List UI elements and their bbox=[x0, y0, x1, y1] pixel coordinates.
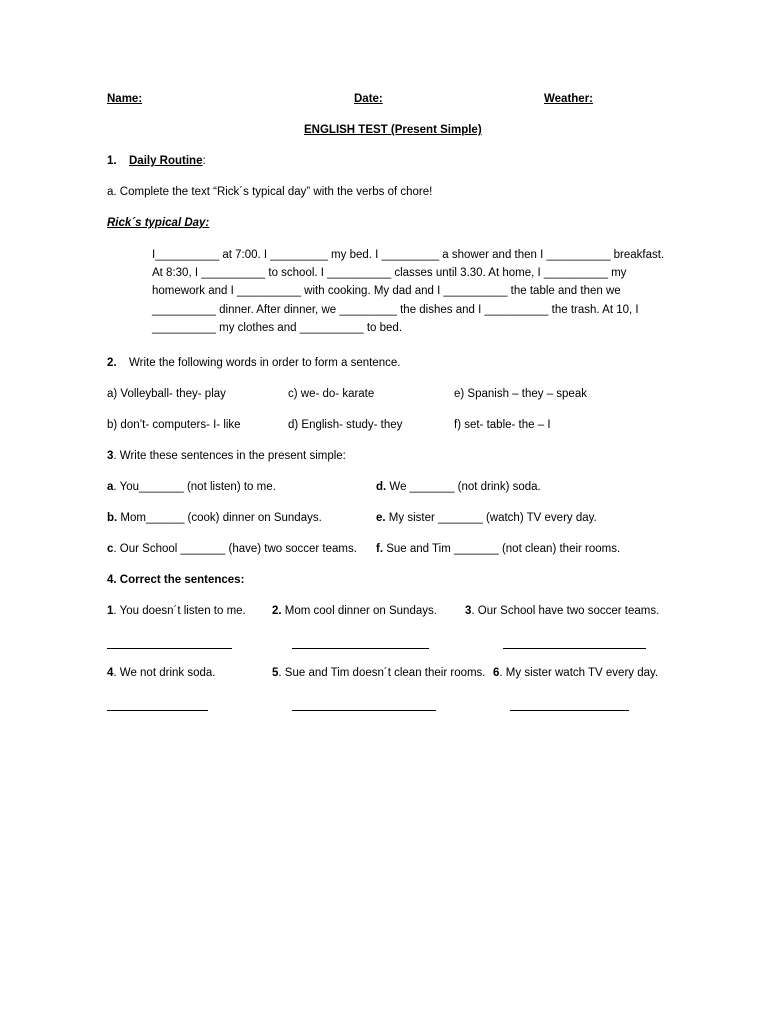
item-number: 6 bbox=[493, 667, 500, 679]
section4-item-1 bbox=[107, 605, 246, 617]
item-text: Sue and Tim _______ (not clean) their rooms. bbox=[383, 543, 621, 555]
section1-number: 1. bbox=[107, 155, 117, 167]
section4-item-6 bbox=[493, 667, 658, 679]
item-text: Mom cool dinner on Sundays. bbox=[281, 605, 437, 617]
section3-instruction-wrap bbox=[107, 450, 346, 462]
item-text: Mom______ (cook) dinner on Sundays. bbox=[117, 512, 322, 524]
rick-paragraph bbox=[152, 246, 672, 337]
section2-instruction: Write the following words in order to form a sentence. bbox=[129, 357, 401, 369]
section1-heading: Daily Routine bbox=[129, 155, 203, 167]
paragraph-line: I__________ at 7:00. I _________ my bed. I _________ a shower and then I __________ breakfast. bbox=[152, 249, 665, 261]
section4-item-4 bbox=[107, 667, 215, 679]
item-number: 1 bbox=[107, 605, 114, 617]
item-letter: b. bbox=[107, 512, 118, 524]
answer-line bbox=[292, 648, 429, 649]
paragraph-line: __________ my clothes and __________ to bed. bbox=[152, 321, 403, 334]
item-letter: a bbox=[107, 481, 114, 493]
item-number: 5 bbox=[272, 667, 279, 679]
section3-item-c bbox=[107, 543, 357, 555]
item-text: . We not drink soda. bbox=[113, 667, 216, 679]
item-letter: d. bbox=[376, 481, 387, 493]
section3-number: 3 bbox=[107, 450, 114, 462]
item-text: My sister _______ (watch) TV every day. bbox=[385, 512, 597, 524]
section3-item-a bbox=[107, 481, 276, 493]
section2-item-c: c) we- do- karate bbox=[288, 388, 375, 400]
answer-line bbox=[503, 648, 646, 649]
section1-subheading: Rick´s typical Day: bbox=[107, 217, 210, 229]
section2-item-b: b) don’t- computers- I- like bbox=[107, 419, 241, 431]
answer-line bbox=[107, 710, 208, 711]
section1-instruction: a. Complete the text “Rick´s typical day” with the verbs of chore! bbox=[107, 186, 433, 198]
paragraph-line: __________ dinner. After dinner, we _________ the dishes and I __________ the trash. At 10, I bbox=[152, 303, 639, 316]
item-number: 4 bbox=[107, 667, 114, 679]
item-text: . Our School _______ (have) two soccer teams. bbox=[113, 543, 357, 555]
section3-item-d bbox=[376, 481, 541, 493]
section4-item-2 bbox=[272, 605, 437, 617]
item-letter: c bbox=[107, 543, 114, 555]
section4-item-3 bbox=[465, 605, 659, 617]
section3-item-e bbox=[376, 512, 597, 524]
section1-heading-wrap bbox=[129, 155, 206, 167]
item-text: . You doesn´t listen to me. bbox=[113, 605, 246, 617]
page-title: ENGLISH TEST (Present Simple) bbox=[304, 124, 482, 136]
answer-line bbox=[107, 648, 232, 649]
answer-line bbox=[510, 710, 629, 711]
section2-item-a: a) Volleyball- they- play bbox=[107, 388, 226, 400]
section1-colon: : bbox=[202, 155, 206, 167]
section3-item-f bbox=[376, 543, 620, 555]
weather-label: Weather: bbox=[544, 93, 593, 105]
section3-instruction: . Write these sentences in the present simple: bbox=[113, 450, 346, 462]
paragraph-line: homework and I __________ with cooking. My dad and I __________ the table and then we bbox=[152, 285, 621, 298]
section2-number: 2. bbox=[107, 357, 117, 369]
paragraph-line: At 8:30, I __________ to school. I __________ classes until 3.30. At home, I __________ my bbox=[152, 267, 627, 280]
section3-item-b bbox=[107, 512, 322, 524]
item-letter: e. bbox=[376, 512, 386, 524]
section2-item-e: e) Spanish – they – speak bbox=[454, 388, 587, 400]
answer-line bbox=[292, 710, 436, 711]
name-label: Name: bbox=[107, 93, 143, 105]
section4-heading: 4. Correct the sentences: bbox=[107, 574, 245, 586]
item-text: . Sue and Tim doesn´t clean their rooms. bbox=[278, 667, 486, 679]
item-text: We _______ (not drink) soda. bbox=[386, 481, 541, 493]
section2-item-f: f) set- table- the – I bbox=[454, 419, 551, 431]
section2-item-d: d) English- study- they bbox=[288, 419, 403, 431]
section4-item-5 bbox=[272, 667, 486, 679]
item-text: . You_______ (not listen) to me. bbox=[113, 481, 276, 493]
item-letter: f. bbox=[376, 543, 384, 555]
item-number: 2. bbox=[272, 605, 282, 617]
item-text: . My sister watch TV every day. bbox=[499, 667, 659, 679]
item-number: 3 bbox=[465, 605, 472, 617]
date-label: Date: bbox=[354, 93, 383, 105]
item-text: . Our School have two soccer teams. bbox=[471, 605, 660, 617]
